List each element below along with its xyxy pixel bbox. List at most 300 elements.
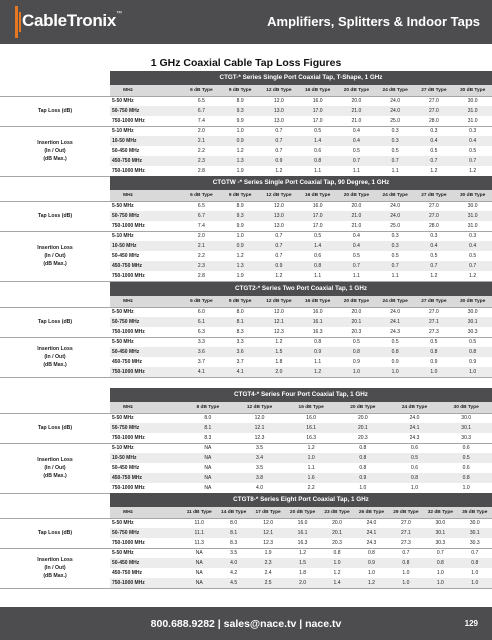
value-cell: 0.4 <box>430 138 438 144</box>
value-cell: 16.0 <box>297 520 308 526</box>
value-cell: 17.0 <box>312 213 323 219</box>
value-cell: 30.0 <box>467 98 478 104</box>
column-header: MHz <box>123 405 133 410</box>
value-cell: 27.0 <box>401 520 411 526</box>
row-group-label-line: (In / Out) <box>44 465 66 471</box>
column-header: 14 dB Type <box>221 510 247 515</box>
column-header: 6 dB Type <box>190 193 213 198</box>
frequency-cell: 50-750 MHz <box>112 213 140 219</box>
value-cell: 25.0 <box>390 118 400 124</box>
value-cell: 30.3 <box>435 540 446 546</box>
value-cell: 3.6 <box>236 349 244 355</box>
column-header: 24 dB Type <box>382 299 408 304</box>
value-cell: 1.4 <box>314 138 322 144</box>
frequency-cell: 750-1000 MHz <box>112 540 145 546</box>
column-header: 16 dB Type <box>298 405 324 410</box>
column-header: 24 dB Type <box>382 193 408 198</box>
value-cell: 8.3 <box>204 435 212 441</box>
value-cell: 0.7 <box>275 253 283 259</box>
value-cell: 1.0 <box>411 485 418 491</box>
table-row <box>110 558 492 568</box>
value-cell: 1.0 <box>471 570 479 576</box>
value-cell: 24.3 <box>409 435 420 441</box>
frequency-cell: 5-50 MHz <box>112 309 134 315</box>
table-row <box>110 231 492 241</box>
value-cell: 0.7 <box>352 158 360 164</box>
footer-contact: 800.688.9282 | sales@nace.tv | nace.tv <box>150 618 342 630</box>
value-cell: 24.0 <box>390 108 400 114</box>
value-cell: 24.0 <box>390 203 400 209</box>
value-cell: 25.0 <box>390 223 400 229</box>
value-cell: 16.0 <box>306 415 317 421</box>
value-cell: 0.8 <box>402 560 410 566</box>
value-cell: 1.0 <box>469 369 477 375</box>
group-divider <box>0 377 492 378</box>
value-cell: 12.0 <box>274 203 284 209</box>
table-row <box>110 473 492 483</box>
column-header: 27 dB Type <box>421 299 447 304</box>
value-cell: 3.8 <box>256 475 263 481</box>
row-group-label <box>0 107 110 115</box>
value-cell: 0.7 <box>275 138 283 144</box>
column-header: 23 dB Type <box>324 510 350 515</box>
table-row <box>110 126 492 136</box>
value-cell: 13.0 <box>274 108 284 114</box>
value-cell: 0.8 <box>359 455 367 461</box>
value-cell: 0.5 <box>411 455 418 461</box>
row-group-label-line: (In / Out) <box>44 148 66 154</box>
value-cell: 0.8 <box>471 560 479 566</box>
value-cell: 0.6 <box>462 445 470 451</box>
value-cell: 1.2 <box>469 273 477 279</box>
value-cell: 0.3 <box>391 233 399 239</box>
table-row <box>110 201 492 211</box>
frequency-cell: 10-50 MHz <box>112 138 137 144</box>
page-footer <box>0 607 492 640</box>
table-row <box>110 518 492 528</box>
brand-logo-text: CableTronix <box>22 11 117 30</box>
brand-logo <box>22 11 122 31</box>
row-group-label-line: Tap Loss (dB) <box>37 213 73 219</box>
value-cell: 1.2 <box>430 273 438 279</box>
table-row <box>110 528 492 538</box>
row-group-label-line: (dB Max.) <box>43 261 67 267</box>
value-cell: 1.0 <box>436 580 444 586</box>
value-cell: 0.5 <box>430 148 438 154</box>
table-header-row <box>110 296 492 307</box>
row-group-label <box>0 529 110 537</box>
value-cell: 8.0 <box>230 520 238 526</box>
value-cell: 24.0 <box>390 309 400 315</box>
value-cell: 20.0 <box>351 309 362 315</box>
value-cell: 0.5 <box>352 253 360 259</box>
value-cell: 16.3 <box>297 540 308 546</box>
table-row <box>110 337 492 347</box>
value-cell: 12.3 <box>274 329 284 335</box>
value-cell: 2.5 <box>264 580 272 586</box>
value-cell: 24.0 <box>409 415 420 421</box>
table-header-row <box>110 85 492 96</box>
value-cell: 16.1 <box>306 425 317 431</box>
value-cell: 6.5 <box>197 98 205 104</box>
value-cell: 30.3 <box>467 329 478 335</box>
frequency-cell: 450-750 MHz <box>112 158 143 164</box>
value-cell: 3.7 <box>197 359 205 365</box>
value-cell: 12.0 <box>274 309 284 315</box>
value-cell: 12.0 <box>263 520 273 526</box>
value-cell: 28.0 <box>429 223 439 229</box>
column-header: 16 dB Type <box>305 88 331 93</box>
value-cell: 0.8 <box>314 339 322 345</box>
column-header: 29 dB Type <box>393 510 419 515</box>
value-cell: 0.7 <box>275 243 283 249</box>
column-header: 9 dB Type <box>228 88 252 93</box>
value-cell: 2.1 <box>197 138 205 144</box>
value-cell: 8.0 <box>236 309 244 315</box>
value-cell: 28.0 <box>429 118 439 124</box>
table-row <box>110 538 492 548</box>
value-cell: 30.3 <box>469 540 480 546</box>
value-cell: 0.7 <box>469 158 477 164</box>
frequency-cell: 750-1000 MHz <box>112 168 145 174</box>
frequency-cell: 50-750 MHz <box>112 530 140 536</box>
value-cell: 1.0 <box>367 570 375 576</box>
value-cell: 12.1 <box>254 425 265 431</box>
value-cell: 13.0 <box>274 118 284 124</box>
value-cell: 0.3 <box>391 138 399 144</box>
column-header: 30 dB Type <box>460 88 486 93</box>
value-cell: 16.3 <box>312 329 323 335</box>
column-header: 12 dB Type <box>266 88 292 93</box>
value-cell: 2.0 <box>275 369 283 375</box>
table-row <box>110 568 492 578</box>
value-cell: 24.3 <box>366 540 377 546</box>
column-header: MHz <box>123 510 133 515</box>
value-cell: 30.1 <box>435 530 446 536</box>
value-cell: 0.9 <box>314 349 322 355</box>
value-cell: 6.0 <box>197 309 205 315</box>
frequency-cell: 750-1000 MHz <box>112 223 145 229</box>
value-cell: 1.0 <box>236 128 244 134</box>
page-number: 129 <box>464 619 478 628</box>
brand-trademark: ™ <box>116 11 122 17</box>
value-cell: 4.0 <box>230 560 238 566</box>
value-cell: 0.8 <box>333 550 341 556</box>
value-cell: 1.0 <box>333 560 341 566</box>
value-cell: 12.3 <box>254 435 265 441</box>
value-cell: 8.0 <box>204 415 212 421</box>
column-header: 6 dB Type <box>190 299 213 304</box>
value-cell: 0.5 <box>352 148 360 154</box>
value-cell: 27.3 <box>429 329 439 335</box>
value-cell: 0.7 <box>391 158 399 164</box>
value-cell: 3.7 <box>236 359 244 365</box>
table-row <box>110 317 492 327</box>
value-cell: 0.7 <box>430 158 438 164</box>
column-header: MHz <box>123 193 133 198</box>
value-cell: 6.1 <box>197 319 205 325</box>
table-row <box>110 453 492 463</box>
value-cell: 0.7 <box>391 263 399 269</box>
value-cell: 0.6 <box>411 465 418 471</box>
value-cell: 0.4 <box>469 138 477 144</box>
value-cell: 12.1 <box>263 530 273 536</box>
table-row <box>110 251 492 261</box>
table-row <box>110 146 492 156</box>
value-cell: NA <box>195 570 203 576</box>
row-group-label <box>0 345 110 369</box>
frequency-cell: 5-50 MHz <box>112 203 134 209</box>
value-cell: 8.1 <box>204 425 212 431</box>
value-cell: 2.0 <box>299 580 307 586</box>
value-cell: 0.8 <box>367 550 375 556</box>
value-cell: 4.5 <box>230 580 238 586</box>
value-cell: 8.3 <box>236 329 244 335</box>
value-cell: 30.0 <box>435 520 446 526</box>
column-header: 16 dB Type <box>305 193 331 198</box>
value-cell: 2.8 <box>197 273 205 279</box>
frequency-cell: 750-1000 MHz <box>112 118 145 124</box>
value-cell: 0.5 <box>391 253 399 259</box>
value-cell: 27.0 <box>429 309 439 315</box>
frequency-cell: 5-50 MHz <box>112 98 134 104</box>
value-cell: 0.9 <box>236 243 244 249</box>
value-cell: 1.1 <box>352 273 360 279</box>
column-header: 20 dB Type <box>350 405 376 410</box>
section-title: CTGTW -* Series Single Port Coaxial Tap, 90 Degree, 1 GHz <box>110 176 492 190</box>
value-cell: 1.0 <box>352 369 360 375</box>
table-row <box>110 443 492 453</box>
value-cell: 27.1 <box>401 530 411 536</box>
column-header: 30 dB Type <box>453 405 479 410</box>
value-cell: 16.1 <box>297 530 308 536</box>
value-cell: 12.0 <box>274 98 284 104</box>
page-header <box>0 0 492 44</box>
value-cell: NA <box>195 550 203 556</box>
column-header: 26 dB Type <box>358 510 385 515</box>
value-cell: 0.7 <box>471 550 479 556</box>
value-cell: 0.7 <box>402 550 410 556</box>
value-cell: 11.1 <box>194 530 204 536</box>
value-cell: 3.3 <box>197 339 205 345</box>
value-cell: 0.8 <box>359 445 367 451</box>
table-header-row <box>110 507 492 518</box>
table-row <box>110 271 492 281</box>
row-group-label <box>0 244 110 268</box>
frequency-cell: 50-450 MHz <box>112 148 140 154</box>
value-cell: 8.1 <box>236 319 244 325</box>
value-cell: 1.0 <box>391 369 399 375</box>
value-cell: 1.0 <box>402 580 410 586</box>
value-cell: 1.4 <box>314 243 322 249</box>
frequency-cell: 750-1000 MHz <box>112 273 145 279</box>
value-cell: 1.1 <box>307 465 315 471</box>
value-cell: 1.2 <box>314 369 322 375</box>
frequency-cell: 5-10 MHz <box>112 445 134 451</box>
value-cell: 2.2 <box>197 148 205 154</box>
value-cell: 1.0 <box>436 570 444 576</box>
value-cell: NA <box>204 465 212 471</box>
table-header-row <box>110 190 492 201</box>
value-cell: 30.1 <box>467 319 478 325</box>
row-group-label-line: Insertion Loss <box>37 457 73 463</box>
frequency-cell: 5-50 MHz <box>112 415 134 421</box>
value-cell: 1.6 <box>307 475 315 481</box>
value-cell: 9.3 <box>236 108 244 114</box>
value-cell: 1.2 <box>430 168 438 174</box>
value-cell: 12.3 <box>263 540 273 546</box>
value-cell: 0.9 <box>430 359 438 365</box>
value-cell: 1.2 <box>275 339 283 345</box>
value-cell: 1.0 <box>471 580 479 586</box>
value-cell: 2.4 <box>264 570 272 576</box>
frequency-cell: 450-750 MHz <box>112 570 143 576</box>
row-group-label-line: Tap Loss (dB) <box>37 425 73 431</box>
value-cell: NA <box>195 580 203 586</box>
value-cell: 0.3 <box>430 128 438 134</box>
value-cell: 1.1 <box>352 168 360 174</box>
value-cell: 27.3 <box>401 540 411 546</box>
value-cell: 0.5 <box>352 339 360 345</box>
column-header: 6 dB Type <box>190 88 213 93</box>
value-cell: 0.7 <box>469 263 477 269</box>
value-cell: 16.0 <box>312 309 323 315</box>
table-row <box>110 106 492 116</box>
value-cell: 30.3 <box>461 435 472 441</box>
value-cell: 31.0 <box>467 213 478 219</box>
table-row <box>110 166 492 176</box>
value-cell: 1.9 <box>236 168 244 174</box>
table-row <box>110 261 492 271</box>
row-group-label-line: (dB Max.) <box>43 362 67 368</box>
value-cell: 2.3 <box>264 560 272 566</box>
value-cell: 0.5 <box>314 233 322 239</box>
value-cell: 27.0 <box>429 203 439 209</box>
value-cell: 1.0 <box>307 455 315 461</box>
row-group-label-line: (In / Out) <box>44 253 66 259</box>
value-cell: 1.5 <box>275 349 283 355</box>
value-cell: 7.4 <box>197 118 205 124</box>
value-cell: 21.0 <box>351 108 362 114</box>
table-row <box>110 347 492 357</box>
value-cell: 0.3 <box>391 243 399 249</box>
table-row <box>110 307 492 317</box>
table-row <box>110 357 492 367</box>
column-header: 12 dB Type <box>266 299 292 304</box>
value-cell: 24.1 <box>366 530 377 536</box>
row-group-label-line: Tap Loss (dB) <box>37 319 73 325</box>
row-group-label-line: (dB Max.) <box>43 573 67 579</box>
value-cell: 1.0 <box>462 485 470 491</box>
value-cell: 1.0 <box>236 233 244 239</box>
value-cell: 1.0 <box>359 485 367 491</box>
value-cell: 0.4 <box>352 128 360 134</box>
value-cell: 0.5 <box>430 339 438 345</box>
value-cell: 1.2 <box>275 168 283 174</box>
value-cell: 0.4 <box>352 138 360 144</box>
value-cell: 9.3 <box>236 213 244 219</box>
value-cell: 20.0 <box>351 98 362 104</box>
table-row <box>110 116 492 126</box>
value-cell: 0.6 <box>314 148 322 154</box>
row-group-label-line: (In / Out) <box>44 354 66 360</box>
section-title: CTGT8-* Series Eight Port Coaxial Tap, 1 GHz <box>110 493 492 507</box>
value-cell: 7.4 <box>197 223 205 229</box>
row-group-label-line: (In / Out) <box>44 565 66 571</box>
value-cell: 21.0 <box>351 118 362 124</box>
frequency-cell: 5-10 MHz <box>112 233 134 239</box>
value-cell: 0.4 <box>430 243 438 249</box>
frequency-cell: 750-1000 MHz <box>112 369 145 375</box>
row-group-label-line: (dB Max.) <box>43 156 67 162</box>
value-cell: 0.5 <box>469 339 477 345</box>
value-cell: 1.2 <box>236 253 244 259</box>
value-cell: 1.8 <box>299 570 307 576</box>
value-cell: 24.0 <box>390 98 400 104</box>
value-cell: 4.1 <box>236 369 244 375</box>
value-cell: 17.0 <box>312 223 323 229</box>
value-cell: 1.2 <box>275 273 283 279</box>
row-group-label-line: Tap Loss (dB) <box>37 108 73 114</box>
value-cell: 24.0 <box>366 520 377 526</box>
value-cell: 0.9 <box>469 359 477 365</box>
row-group-label-line: Tap Loss (dB) <box>37 530 73 536</box>
value-cell: 24.1 <box>390 319 400 325</box>
value-cell: 0.8 <box>430 349 438 355</box>
value-cell: 30.1 <box>469 530 480 536</box>
value-cell: 0.7 <box>436 550 444 556</box>
header-title: Amplifiers, Splitters & Indoor Taps <box>267 14 480 29</box>
value-cell: 0.8 <box>462 475 470 481</box>
frequency-cell: 10-50 MHz <box>112 455 137 461</box>
row-group-label-line: Insertion Loss <box>37 346 73 352</box>
value-cell: 3.4 <box>256 455 263 461</box>
value-cell: 27.0 <box>429 213 439 219</box>
value-cell: 0.5 <box>469 148 477 154</box>
value-cell: NA <box>195 560 203 566</box>
column-header: 20 dB Type <box>343 193 369 198</box>
value-cell: 31.0 <box>467 118 478 124</box>
column-header: 27 dB Type <box>421 88 447 93</box>
value-cell: 1.2 <box>307 445 315 451</box>
frequency-cell: 10-50 MHz <box>112 243 137 249</box>
row-group-label <box>0 456 110 480</box>
row-group-label-line: Insertion Loss <box>37 245 73 251</box>
frequency-cell: 750-1000 MHz <box>112 580 145 586</box>
value-cell: 1.8 <box>275 359 283 365</box>
column-header: MHz <box>123 88 133 93</box>
frequency-cell: 50-450 MHz <box>112 253 140 259</box>
value-cell: 20.1 <box>332 530 342 536</box>
value-cell: 0.4 <box>469 243 477 249</box>
table-row <box>110 463 492 473</box>
table-row <box>110 221 492 231</box>
value-cell: 0.5 <box>314 128 322 134</box>
value-cell: 3.3 <box>236 339 244 345</box>
row-group-label <box>0 139 110 163</box>
table-row <box>110 483 492 493</box>
value-cell: 21.0 <box>351 223 362 229</box>
value-cell: 0.9 <box>367 560 375 566</box>
value-cell: 8.3 <box>230 540 238 546</box>
value-cell: 6.7 <box>197 213 205 219</box>
value-cell: 0.8 <box>436 560 444 566</box>
value-cell: 1.2 <box>333 570 341 576</box>
value-cell: 1.1 <box>314 168 322 174</box>
value-cell: 1.3 <box>236 263 244 269</box>
column-header: 30 dB Type <box>460 193 486 198</box>
row-group-label <box>0 556 110 580</box>
